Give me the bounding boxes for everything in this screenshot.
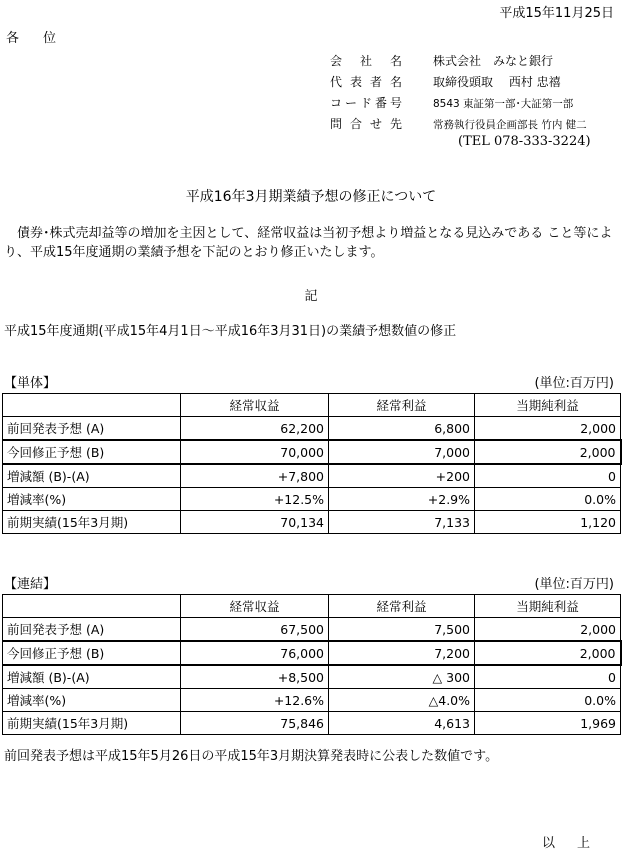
row-label: 前回発表予想 (A) (3, 618, 181, 642)
column-header: 経常収益 (181, 595, 329, 618)
table-cell: 4,613 (329, 712, 475, 735)
column-header: 経常収益 (181, 394, 329, 417)
table-cell: 1,969 (475, 712, 621, 735)
table-cell: 67,500 (181, 618, 329, 642)
footnote: 前回発表予想は平成15年5月26日の平成15年3月期決算発表時に公表した数値です。 (4, 749, 499, 764)
section-label: 【連結】 (4, 577, 57, 592)
table-cell: 7,000 (329, 440, 475, 464)
table-row (3, 417, 621, 441)
table-row (3, 440, 621, 464)
table-cell: 7,500 (329, 618, 475, 642)
section-label: 【単体】 (4, 376, 57, 391)
unit-label: (単位:百万円) (534, 376, 614, 391)
row-label: 今回修正予想 (B) (3, 641, 181, 665)
table-cell: 0 (475, 665, 621, 689)
table-cell: 1,120 (475, 511, 621, 534)
table-cell: 7,133 (329, 511, 475, 534)
table-row (3, 641, 621, 665)
table-cell: △ 300 (329, 665, 475, 689)
document-title: 平成16年3月期業績予想の修正について (185, 189, 437, 205)
section-header-consolidated (4, 573, 614, 591)
table-cell: +12.6% (181, 689, 329, 712)
table-cell: 0.0% (475, 689, 621, 712)
table-cell: 0.0% (475, 488, 621, 511)
table-cell: 7,200 (329, 641, 475, 665)
info-value: 常務執行役員企画部長 竹内 健二 (433, 119, 587, 131)
column-header: 当期純利益 (475, 595, 621, 618)
closing-mark: 以上 (541, 836, 612, 851)
table-row (3, 618, 621, 642)
addressee: 各位 (6, 31, 81, 46)
document-date: 平成15年11月25日 (499, 6, 614, 21)
row-label: 前期実績(15年3月期) (3, 511, 181, 534)
row-label: 前期実績(15年3月期) (3, 712, 181, 735)
column-header: 当期純利益 (475, 394, 621, 417)
revision-subject: 平成15年度通期(平成15年4月1日～平成16年3月31日)の業績予想数値の修正 (4, 324, 457, 339)
table-cell: +7,800 (181, 464, 329, 488)
row-label: 前回発表予想 (A) (3, 417, 181, 441)
table-cell: 2,000 (475, 641, 621, 665)
row-label: 増減額 (B)-(A) (3, 665, 181, 689)
info-label: コード番号 (330, 96, 402, 110)
info-label: 問合せ先 (330, 117, 402, 131)
table-cell: 76,000 (181, 641, 329, 665)
info-label: 代表者名 (330, 75, 402, 89)
body-paragraph: 債券･株式売却益等の増加を主因として、経常収益は当初予想より増益となる見込みである こと等により、平成15年度通期の業績予想を下記のとおり修正いたします。 (4, 226, 613, 260)
table-cell: 2,000 (475, 440, 621, 464)
column-header (3, 394, 181, 417)
ki-heading: 記 (304, 289, 318, 304)
table-row (3, 665, 621, 689)
table-cell: +2.9% (329, 488, 475, 511)
table-header-row (3, 394, 621, 417)
contact-phone: (TEL 078-333-3224) (458, 134, 591, 149)
row-label: 今回修正予想 (B) (3, 440, 181, 464)
unit-label: (単位:百万円) (534, 577, 614, 592)
consolidated-forecast-table (2, 594, 622, 735)
table-cell: 6,800 (329, 417, 475, 441)
table-cell: 2,000 (475, 417, 621, 441)
table-row (3, 689, 621, 712)
table-cell: 70,000 (181, 440, 329, 464)
table-cell: +12.5% (181, 488, 329, 511)
info-value: 8543 東証第一部･大証第一部 (433, 98, 574, 110)
table-cell: 0 (475, 464, 621, 488)
info-value: 取締役頭取 西村 忠禧 (433, 75, 561, 89)
table-cell: 62,200 (181, 417, 329, 441)
info-label: 会社名 (330, 54, 402, 68)
table-row (3, 464, 621, 488)
table-row (3, 488, 621, 511)
column-header (3, 595, 181, 618)
info-value: 株式会社 みなと銀行 (433, 54, 554, 68)
table-cell: +200 (329, 464, 475, 488)
table-cell: 75,846 (181, 712, 329, 735)
row-label: 増減額 (B)-(A) (3, 464, 181, 488)
table-cell: △4.0% (329, 689, 475, 712)
column-header: 経常利益 (329, 595, 475, 618)
table-cell: +8,500 (181, 665, 329, 689)
table-cell: 70,134 (181, 511, 329, 534)
table-row (3, 511, 621, 534)
section-header-nonconsolidated (4, 372, 614, 390)
row-label: 増減率(%) (3, 689, 181, 712)
table-header-row (3, 595, 621, 618)
table-cell: 2,000 (475, 618, 621, 642)
nonconsolidated-forecast-table (2, 393, 622, 534)
table-row (3, 712, 621, 735)
column-header: 経常利益 (329, 394, 475, 417)
row-label: 増減率(%) (3, 488, 181, 511)
